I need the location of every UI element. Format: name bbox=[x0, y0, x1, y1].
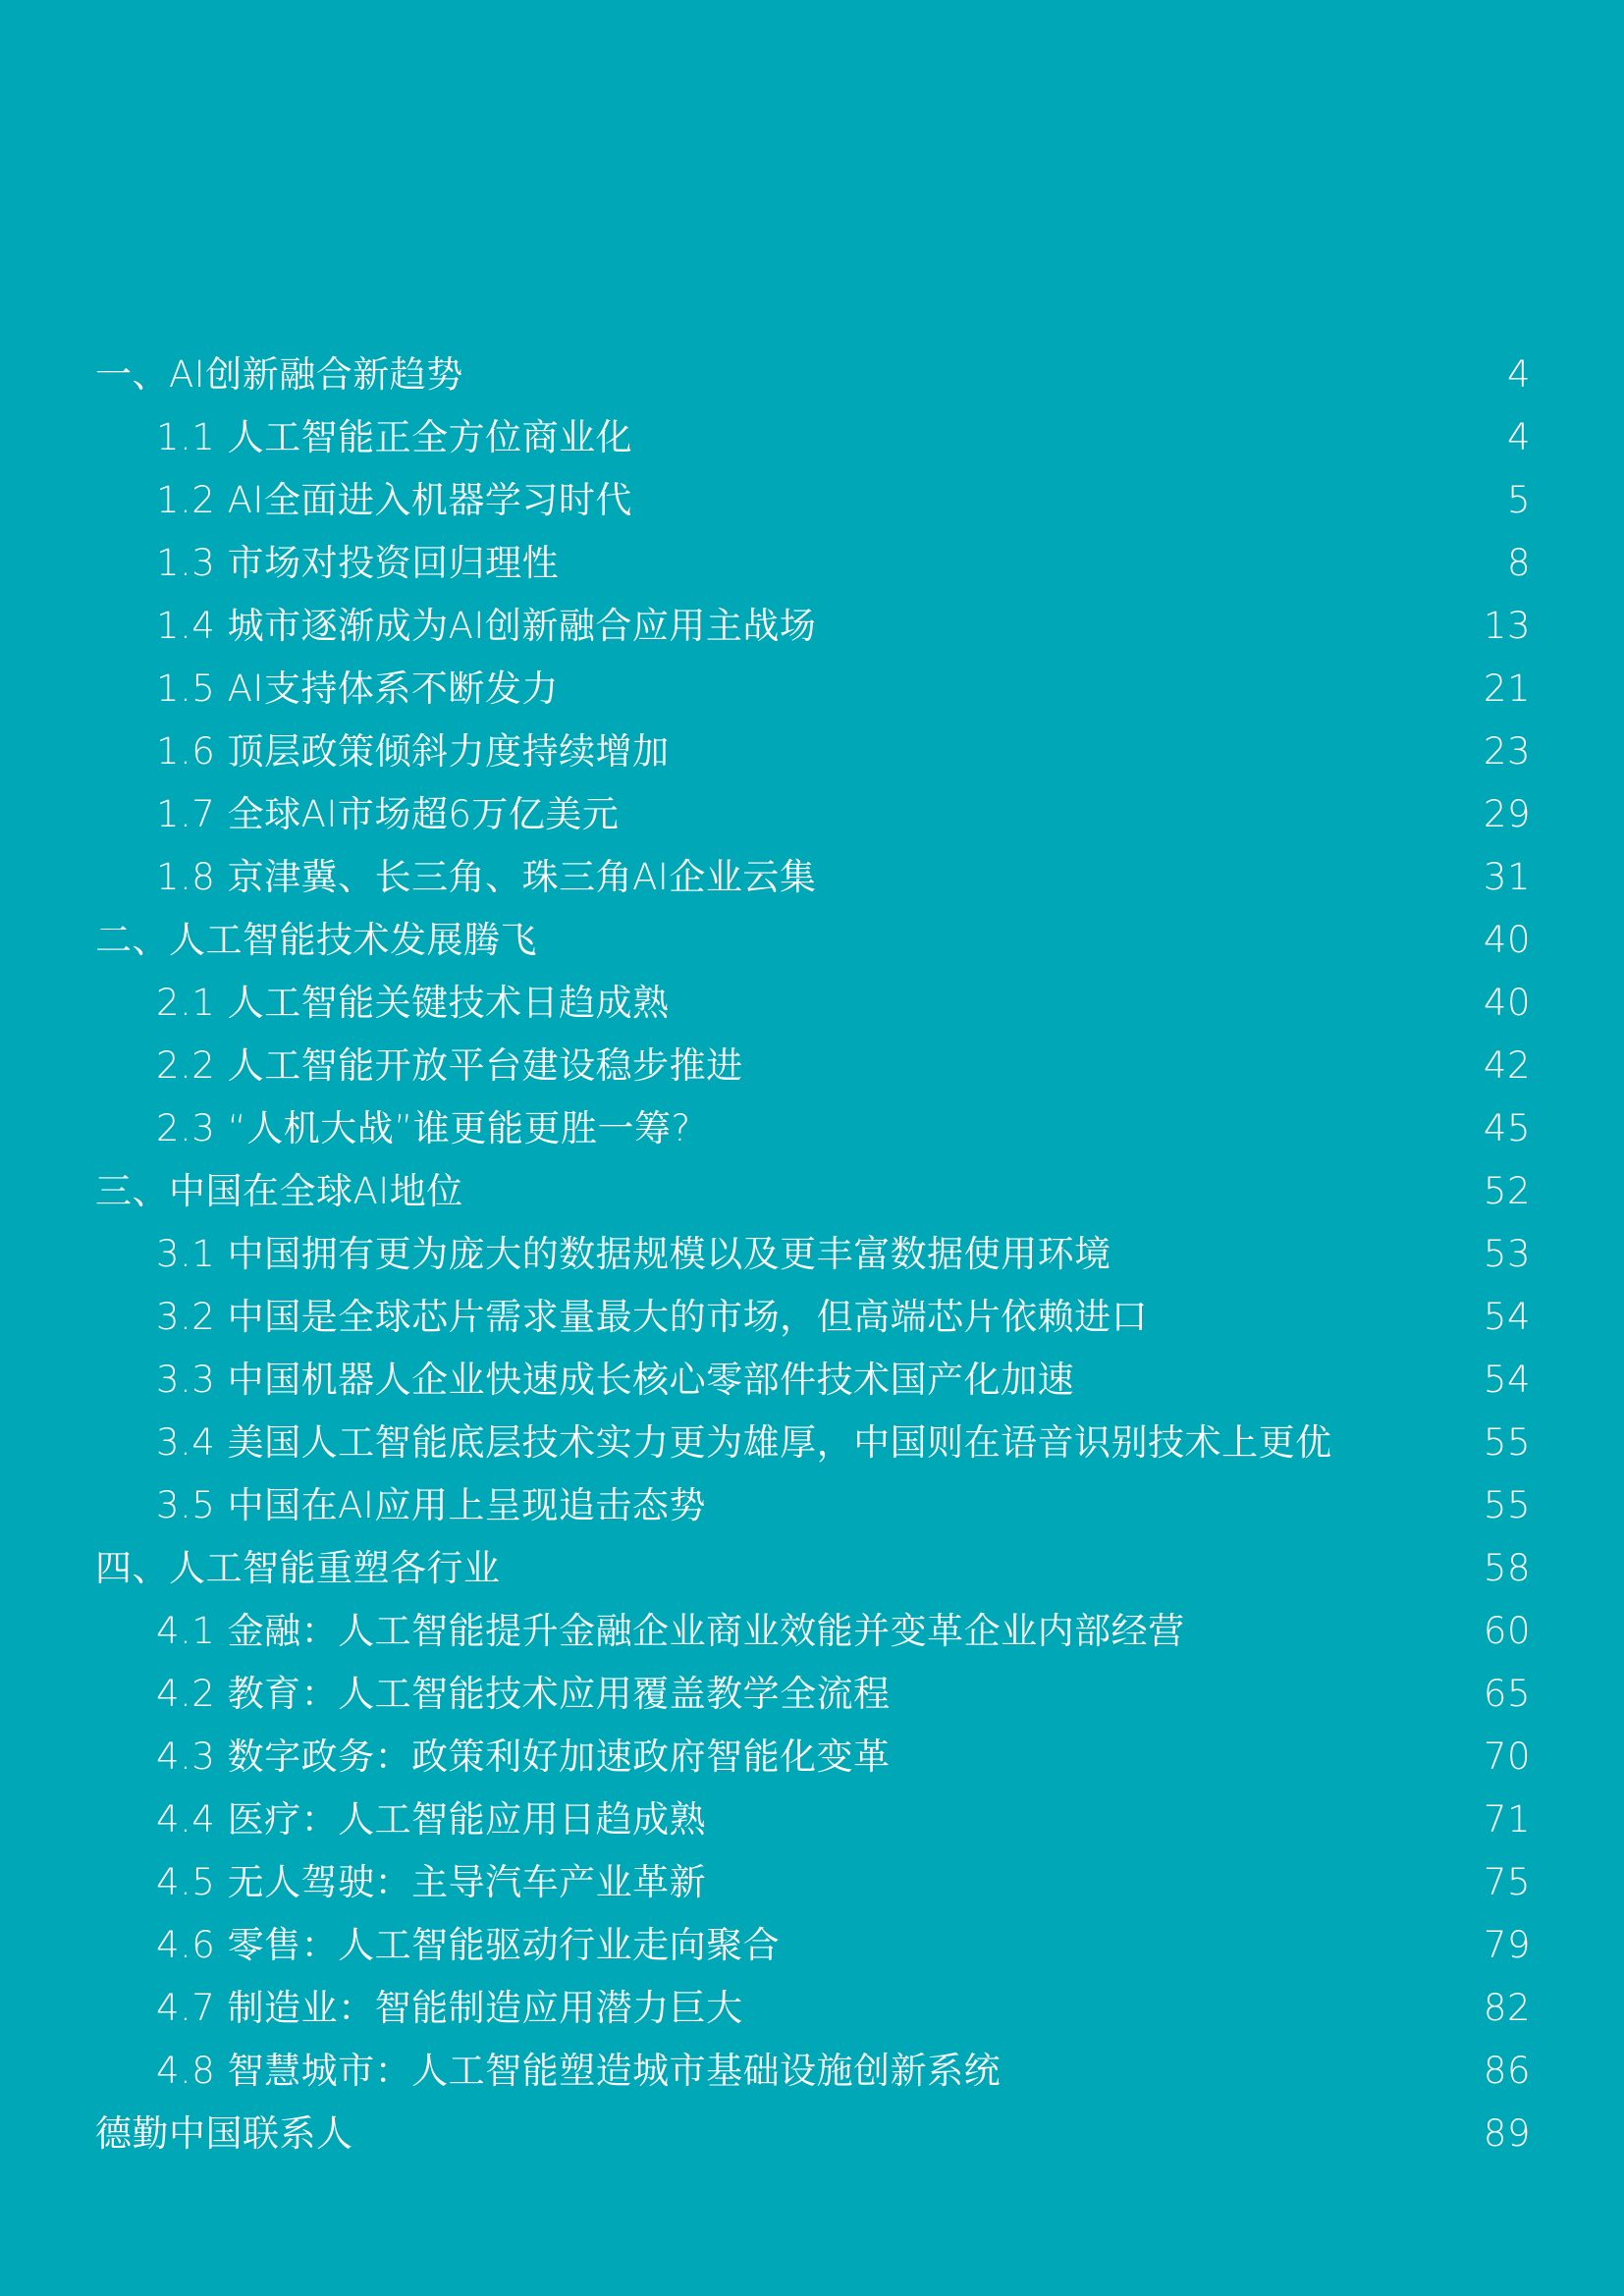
table-of-contents bbox=[95, 344, 1531, 2165]
toc-entry-page-number: 58 bbox=[1483, 1547, 1531, 1589]
toc-entry-title: 3.3 中国机器人企业快速成长核心零部件技术国产化加速 bbox=[156, 1359, 1075, 1401]
toc-subsection-entry[interactable] bbox=[95, 1412, 1531, 1474]
toc-entry-title: 1.8 京津冀、长三角、珠三角AI企业云集 bbox=[156, 856, 817, 898]
toc-subsection-entry[interactable] bbox=[95, 532, 1531, 595]
toc-entry-page-number: 79 bbox=[1483, 1924, 1531, 1966]
toc-subsection-entry[interactable] bbox=[95, 846, 1531, 909]
toc-entry-title: 二、人工智能技术发展腾飞 bbox=[95, 919, 537, 961]
toc-entry-page-number: 55 bbox=[1483, 1484, 1531, 1526]
toc-entry-title: 3.4 美国人工智能底层技术实力更为雄厚，中国则在语音识别技术上更优 bbox=[156, 1421, 1332, 1464]
toc-entry-page-number: 65 bbox=[1483, 1673, 1531, 1715]
toc-entry-title: 4.5 无人驾驶：主导汽车产业革新 bbox=[156, 1861, 707, 1903]
toc-subsection-entry[interactable] bbox=[95, 972, 1531, 1035]
toc-entry-title: 2.3 “人机大战”谁更能更胜一筹? bbox=[156, 1107, 691, 1149]
toc-entry-title: 2.1 人工智能关键技术日趋成熟 bbox=[156, 982, 670, 1024]
toc-section-entry[interactable] bbox=[95, 1537, 1531, 1600]
toc-entry-title: 四、人工智能重塑各行业 bbox=[95, 1547, 501, 1589]
toc-subsection-entry[interactable] bbox=[95, 1286, 1531, 1349]
toc-entry-title: 4.2 教育：人工智能技术应用覆盖教学全流程 bbox=[156, 1673, 891, 1715]
toc-entry-title: 4.6 零售：人工智能驱动行业走向聚合 bbox=[156, 1924, 781, 1966]
toc-subsection-entry[interactable] bbox=[95, 2040, 1531, 2103]
toc-subsection-entry[interactable] bbox=[95, 1223, 1531, 1286]
toc-subsection-entry[interactable] bbox=[95, 658, 1531, 721]
toc-entry-title: 1.2 AI全面进入机器学习时代 bbox=[156, 479, 632, 521]
toc-section-entry[interactable] bbox=[95, 2103, 1531, 2165]
toc-subsection-entry[interactable] bbox=[95, 1726, 1531, 1789]
toc-subsection-entry[interactable] bbox=[95, 1914, 1531, 1977]
toc-entry-page-number: 60 bbox=[1483, 1610, 1531, 1652]
toc-subsection-entry[interactable] bbox=[95, 1851, 1531, 1914]
toc-entry-title: 1.3 市场对投资回归理性 bbox=[156, 542, 560, 584]
toc-subsection-entry[interactable] bbox=[95, 595, 1531, 658]
toc-subsection-entry[interactable] bbox=[95, 721, 1531, 783]
toc-subsection-entry[interactable] bbox=[95, 1789, 1531, 1851]
toc-entry-title: 4.4 医疗：人工智能应用日趋成熟 bbox=[156, 1798, 707, 1841]
toc-section-entry[interactable] bbox=[95, 344, 1531, 406]
toc-entry-page-number: 23 bbox=[1483, 730, 1531, 773]
toc-entry-title: 1.6 顶层政策倾斜力度持续增加 bbox=[156, 730, 670, 773]
toc-subsection-entry[interactable] bbox=[95, 1097, 1531, 1160]
toc-entry-title: 德勤中国联系人 bbox=[95, 2112, 353, 2155]
toc-entry-title: 4.1 金融：人工智能提升金融企业商业效能并变革企业内部经营 bbox=[156, 1610, 1185, 1652]
toc-entry-page-number: 45 bbox=[1483, 1107, 1531, 1149]
toc-subsection-entry[interactable] bbox=[95, 783, 1531, 846]
toc-entry-page-number: 82 bbox=[1483, 1987, 1531, 2029]
toc-entry-page-number: 29 bbox=[1483, 793, 1531, 835]
toc-entry-title: 3.5 中国在AI应用上呈现追击态势 bbox=[156, 1484, 706, 1526]
toc-entry-title: 4.3 数字政务：政策利好加速政府智能化变革 bbox=[156, 1735, 891, 1778]
toc-entry-page-number: 52 bbox=[1483, 1170, 1531, 1212]
toc-entry-page-number: 70 bbox=[1483, 1735, 1531, 1778]
toc-entry-page-number: 89 bbox=[1483, 2112, 1531, 2155]
toc-subsection-entry[interactable] bbox=[95, 406, 1531, 469]
toc-entry-title: 3.1 中国拥有更为庞大的数据规模以及更丰富数据使用环境 bbox=[156, 1233, 1111, 1275]
toc-section-entry[interactable] bbox=[95, 909, 1531, 972]
toc-entry-page-number: 54 bbox=[1483, 1296, 1531, 1338]
toc-entry-page-number: 4 bbox=[1506, 416, 1531, 458]
toc-entry-page-number: 53 bbox=[1483, 1233, 1531, 1275]
toc-entry-page-number: 71 bbox=[1483, 1798, 1531, 1841]
toc-entry-title: 一、AI创新融合新趋势 bbox=[95, 353, 463, 396]
toc-entry-page-number: 55 bbox=[1483, 1421, 1531, 1464]
toc-subsection-entry[interactable] bbox=[95, 469, 1531, 532]
toc-entry-title: 3.2 中国是全球芯片需求量最大的市场，但高端芯片依赖进口 bbox=[156, 1296, 1149, 1338]
toc-entry-title: 4.8 智慧城市：人工智能塑造城市基础设施创新系统 bbox=[156, 2050, 1001, 2092]
toc-subsection-entry[interactable] bbox=[95, 1600, 1531, 1663]
toc-entry-page-number: 8 bbox=[1506, 542, 1531, 584]
toc-subsection-entry[interactable] bbox=[95, 1663, 1531, 1726]
toc-entry-title: 2.2 人工智能开放平台建设稳步推进 bbox=[156, 1044, 743, 1087]
toc-entry-page-number: 21 bbox=[1483, 667, 1531, 710]
toc-subsection-entry[interactable] bbox=[95, 1977, 1531, 2040]
toc-entry-page-number: 42 bbox=[1483, 1044, 1531, 1087]
toc-subsection-entry[interactable] bbox=[95, 1035, 1531, 1097]
toc-section-entry[interactable] bbox=[95, 1160, 1531, 1223]
toc-entry-title: 三、中国在全球AI地位 bbox=[95, 1170, 463, 1212]
toc-entry-page-number: 54 bbox=[1483, 1359, 1531, 1401]
toc-entry-page-number: 4 bbox=[1506, 353, 1531, 396]
toc-entry-title: 1.5 AI支持体系不断发力 bbox=[156, 667, 559, 710]
toc-entry-page-number: 40 bbox=[1483, 982, 1531, 1024]
toc-entry-page-number: 31 bbox=[1483, 856, 1531, 898]
toc-entry-title: 1.7 全球AI市场超6万亿美元 bbox=[156, 793, 620, 835]
toc-entry-page-number: 13 bbox=[1483, 605, 1531, 647]
toc-subsection-entry[interactable] bbox=[95, 1349, 1531, 1412]
toc-entry-title: 1.4 城市逐渐成为AI创新融合应用主战场 bbox=[156, 605, 817, 647]
toc-entry-page-number: 75 bbox=[1483, 1861, 1531, 1903]
toc-entry-title: 4.7 制造业：智能制造应用潜力巨大 bbox=[156, 1987, 743, 2029]
toc-entry-page-number: 5 bbox=[1506, 479, 1531, 521]
toc-entry-page-number: 86 bbox=[1483, 2050, 1531, 2092]
toc-subsection-entry[interactable] bbox=[95, 1474, 1531, 1537]
toc-entry-title: 1.1 人工智能正全方位商业化 bbox=[156, 416, 633, 458]
toc-entry-page-number: 40 bbox=[1483, 919, 1531, 961]
